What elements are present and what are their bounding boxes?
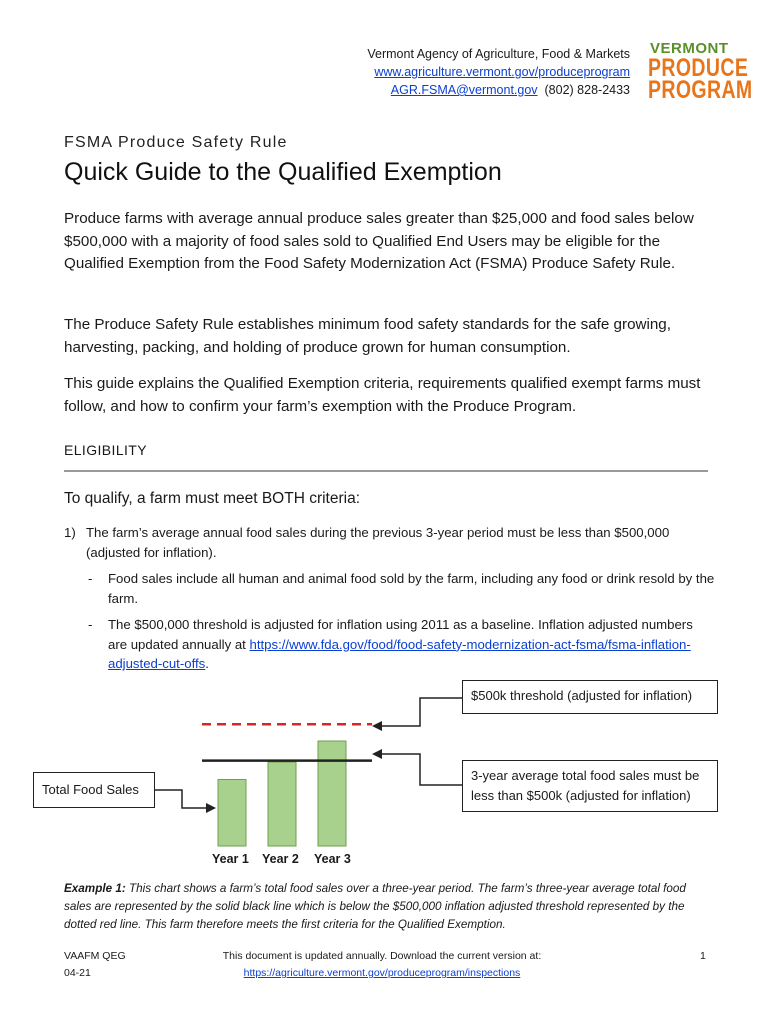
- total-sales-arrow: [154, 790, 210, 808]
- phone-number: (802) 828-2433: [544, 83, 630, 97]
- guide-purpose-paragraph: This guide explains the Qualified Exemption criteria, requirements qualified exempt farms must follow, and how to confirm your farm’s exemption with the Produce Program.: [64, 375, 701, 415]
- document-date: 04-21: [64, 967, 91, 979]
- sub-bullet-food-sales: Food sales include all human and animal food sold by the farm, including any food or drink resold by the farm.: [108, 571, 715, 606]
- section-divider: [64, 470, 708, 472]
- bar-year-2: [268, 762, 296, 846]
- document-code: VAAFM QEG: [64, 950, 126, 962]
- threshold-callout: $500k threshold (adjusted for inflation): [462, 680, 718, 714]
- intro-paragraph: Produce farms with average annual produce sales greater than $25,000 and food sales below $500,000 with a majority of food sales sold to Qualified End Users may be eligible for the Qualified Exemption from the Food Safety Modernization Act (FSMA) Produce Safety Rule.: [64, 210, 694, 272]
- logo-produce-text: PRODUCE: [648, 54, 749, 82]
- example-label: Example 1:: [64, 882, 126, 895]
- average-arrow: [378, 754, 462, 785]
- criterion-1-number: 1): [64, 525, 76, 540]
- fda-inflation-link[interactable]: https://www.fda.gov/food/food-safety-modernization-act-fsma/fsma-inflation-adjusted-cut-offs: [108, 636, 691, 671]
- logo-vermont-text: VERMONT: [650, 40, 729, 57]
- x-tick-year-1: Year 1: [212, 852, 249, 866]
- logo-program-text: PROGRAM: [648, 76, 753, 104]
- inflation-text-end: .: [205, 656, 209, 671]
- agency-name: Vermont Agency of Agriculture, Food & Markets: [367, 47, 630, 61]
- average-callout: 3-year average total food sales must be less than $500k (adjusted for inflation): [462, 760, 718, 812]
- threshold-arrow: [378, 698, 462, 726]
- vermont-produce-program-logo: [648, 40, 753, 104]
- email-link[interactable]: AGR.FSMA@vermont.gov: [390, 83, 538, 97]
- total-sales-arrowhead: [206, 803, 216, 813]
- total-food-sales-label: Total Food Sales: [33, 772, 155, 808]
- contact-block: [367, 45, 630, 99]
- threshold-arrowhead: [372, 721, 382, 731]
- sub-bullet-dash: -: [88, 617, 93, 632]
- website-link[interactable]: www.agriculture.vermont.gov/produceprogram: [374, 65, 630, 79]
- average-arrowhead: [372, 749, 382, 759]
- inflation-text: The $500,000 threshold is adjusted for inflation using 2011 as a baseline. Inflation adjusted numbers are updated annually at: [108, 617, 693, 652]
- x-tick-year-2: Year 2: [262, 852, 299, 866]
- rule-description-paragraph: The Produce Safety Rule establishes minimum food safety standards for the safe growing, harvesting, packing, and holding of produce grown for human consumption.: [64, 316, 671, 356]
- bar-year-3: [318, 741, 346, 846]
- criterion-1-text: The farm’s average annual food sales during the previous 3-year period must be less than $500,000 (adjusted for inflation).: [86, 525, 670, 560]
- qualify-intro: To qualify, a farm must meet BOTH criteria:: [64, 490, 361, 507]
- footer-note-text: This document is updated annually. Download the current version at:: [222, 950, 542, 962]
- x-tick-year-3: Year 3: [314, 852, 351, 866]
- page-number: 1: [700, 950, 706, 962]
- section-heading-eligibility: ELIGIBILITY: [64, 442, 147, 458]
- footer-note: [222, 948, 542, 982]
- inspections-link[interactable]: https://agriculture.vermont.gov/produceprogram/inspections: [243, 967, 521, 979]
- page-title: Quick Guide to the Qualified Exemption: [64, 158, 502, 186]
- sub-bullet-dash: -: [88, 571, 93, 586]
- example-text: This chart shows a farm’s total food sales over a three-year period. The farm’s three-year average total food sales are represented by the solid black line which is below the $500,000 inflation adjusted threshold represented by the dotted red line. This farm therefore meets the first criteria for the Qualified Exemption.: [64, 882, 686, 931]
- bar-year-1: [218, 780, 246, 847]
- example-caption: [64, 880, 704, 933]
- document-kicker: FSMA Produce Safety Rule: [64, 134, 288, 151]
